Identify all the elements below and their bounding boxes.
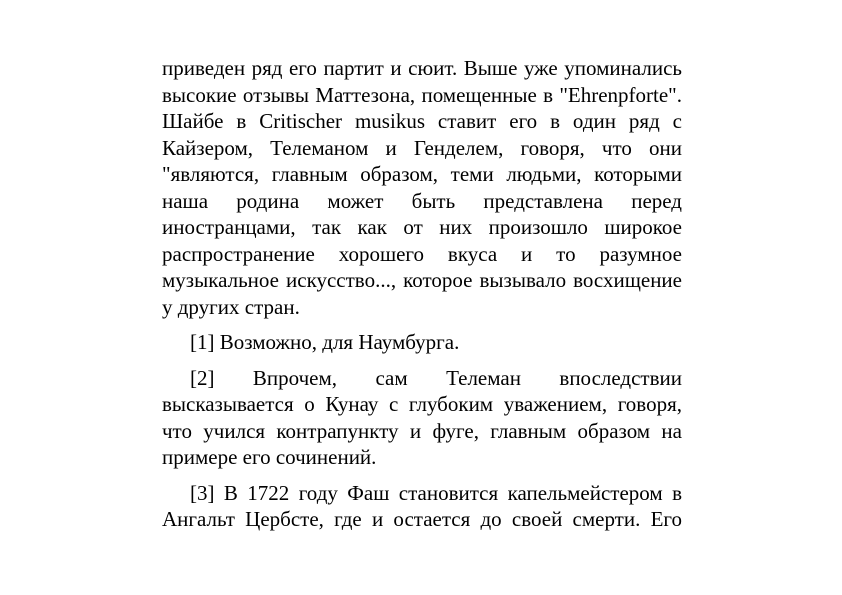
footnote-2: [2] Впрочем, сам Телеман впоследствии высказывается о Кунау с глубоким уважением, говоря, что учился контрапункту и фуге, главным образом на примере его сочинений. bbox=[162, 365, 682, 469]
footnote-1: [1] Возможно, для Наумбурга. bbox=[190, 330, 460, 354]
text-block bbox=[162, 55, 682, 533]
main-paragraph: приведен ряд его партит и сюит. Выше уже упоминались высокие отзывы Маттезона, помещенные в "Ehrenpforte". Шайбе в Critischer musikus ставит его в один ряд с Кайзером, Телеманом и Генделем, говоря, что они "являются, главным образом, теми людьми, которыми наша родина может быть представлена перед иностранцами, так как от них произошло широкое распространение хорошего вкуса и то разумное музыкальное искусство..., которое вызывало восхищение у других стран. bbox=[162, 56, 682, 319]
footnote-3: [3] В 1722 году Фаш становится капельмейстером в Ангальт Цербсте, где и остается до своей смерти. Его bbox=[162, 480, 682, 531]
